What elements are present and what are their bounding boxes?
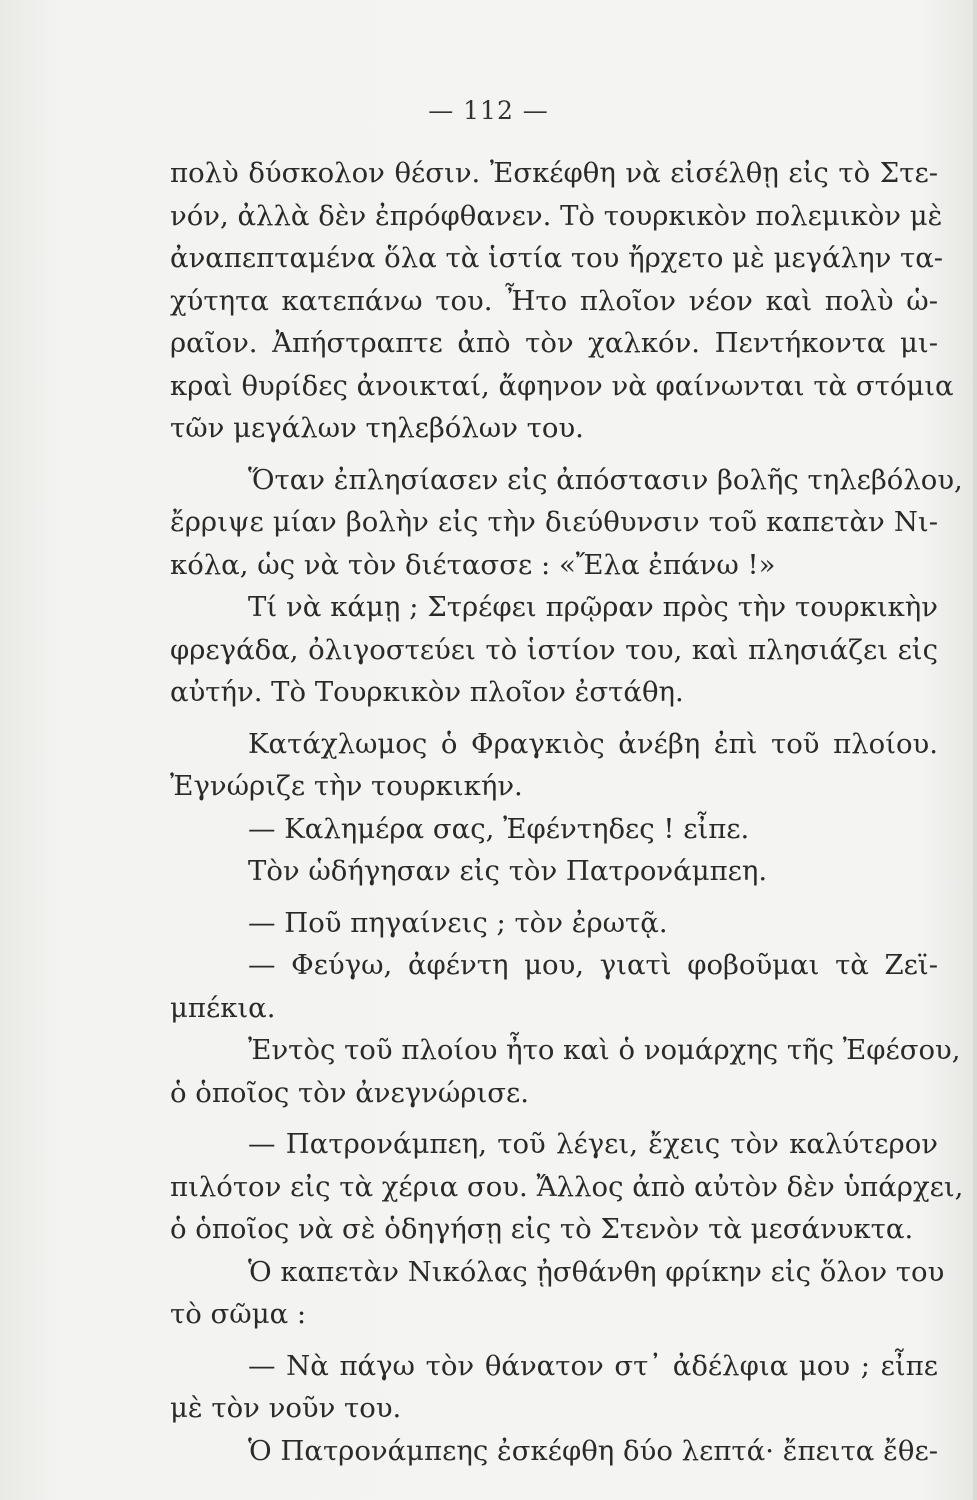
paragraph-start: Τὸν ὡδήγησαν εἰς τὸν Πατρονάμπεη.	[248, 855, 768, 887]
dialogue-line: — Φεύγω, ἀφέντη μου, γιατὶ φοβοῦμαι τὰ Ζεϊ-	[248, 949, 938, 981]
text-line: Ἐγνώριζε τὴν τουρκικήν.	[170, 770, 523, 802]
text-line: ἀναπεπταμένα ὅλα τὰ ἱστία του ἤρχετο μὲ μεγάλην τα-	[170, 242, 944, 274]
text-line: τὸ σῶμα :	[170, 1298, 307, 1330]
text-line: κόλα, ὡς νὰ τὸν διέτασσε : «Ἔλα ἐπάνω !»	[170, 548, 776, 581]
text-line: τῶν μεγάλων τηλεβόλων του.	[170, 412, 584, 444]
dialogue-line: — Ποῦ πηγαίνεις ; τὸν ἐρωτᾷ.	[248, 906, 668, 939]
text-line: ἔρριψε μίαν βολὴν εἰς τὴν διεύθυνσιν τοῦ καπετὰν Νι-	[170, 506, 938, 538]
paragraph-start: Κατάχλωμος ὁ Φραγκιὸς ἀνέβη ἐπὶ τοῦ πλοίου.	[248, 727, 938, 760]
text-line: πιλότον εἰς τὰ χέρια σου. Ἄλλος ἀπὸ αὐτὸν δὲν ὑπάρχει,	[170, 1170, 964, 1203]
text-line: χύτητα κατεπάνω του. Ἦτο πλοῖον νέον καὶ πολὺ ὡ-	[170, 284, 938, 317]
dialogue-line: — Καλημέρα σας, Ἐφέντηδες ! εἶπε.	[248, 812, 750, 845]
text-line: αὐτήν. Τὸ Τουρκικὸν πλοῖον ἐστάθη.	[170, 676, 684, 708]
body-text	[170, 152, 964, 1472]
text-line: κραὶ θυρίδες ἀνοικταί, ἄφηνον νὰ φαίνωνται τὰ στόμια	[170, 369, 954, 402]
text-line: νόν, ἀλλὰ δὲν ἐπρόφθανεν. Τὸ τουρκικὸν πολεμικὸν μὲ	[170, 199, 943, 232]
page-edge	[973, 0, 977, 1500]
text-line: μὲ τὸν νοῦν του.	[170, 1392, 402, 1424]
paragraph-start: Ὁ Πατρονάμπεης ἐσκέφθη δύο λεπτά· ἔπειτα ἔθε-	[248, 1434, 938, 1467]
paragraph-start: Ἐντὸς τοῦ πλοίου ἦτο καὶ ὁ νομάρχης τῆς Ἐφέσου,	[248, 1034, 961, 1066]
dialogue-line: — Νὰ πάγω τὸν θάνατον στ᾽ ἀδέλφια μου ; εἶπε	[248, 1349, 938, 1382]
text-line: ὁ ὁποῖος τὸν ἀνεγνώρισε.	[170, 1076, 530, 1109]
text-line: πολὺ δύσκολον θέσιν. Ἐσκέφθη νὰ εἰσέλθῃ εἰς τὸ Στε-	[170, 157, 938, 189]
text-line: ὁ ὁποῖος νὰ σὲ ὁδηγήσῃ εἰς τὸ Στενὸν τὰ μεσάνυκτα.	[170, 1213, 914, 1245]
text-line: ραῖον. Ἀπήστραπτε ἀπὸ τὸν χαλκόν. Πεντήκοντα μι-	[170, 327, 938, 359]
paragraph-start: Τί νὰ κάμῃ ; Στρέφει πρῷραν πρὸς τὴν τουρκικὴν	[248, 591, 938, 623]
dialogue-line: — Πατρονάμπεη, τοῦ λέγει, ἔχεις τὸν καλύτερον	[248, 1128, 938, 1160]
text-line: φρεγάδα, ὀλιγοστεύει τὸ ἱστίον του, καὶ πλησιάζει εἰς	[170, 633, 938, 666]
page-number: — 112 —	[428, 96, 549, 125]
text-line: μπέκια.	[170, 991, 276, 1024]
paragraph-start: Ὅταν ἐπλησίασεν εἰς ἀπόστασιν βολῆς τηλεβόλου,	[248, 463, 963, 496]
paragraph-start: Ὁ καπετὰν Νικόλας ᾐσθάνθη φρίκην εἰς ὅλον του	[248, 1255, 945, 1288]
